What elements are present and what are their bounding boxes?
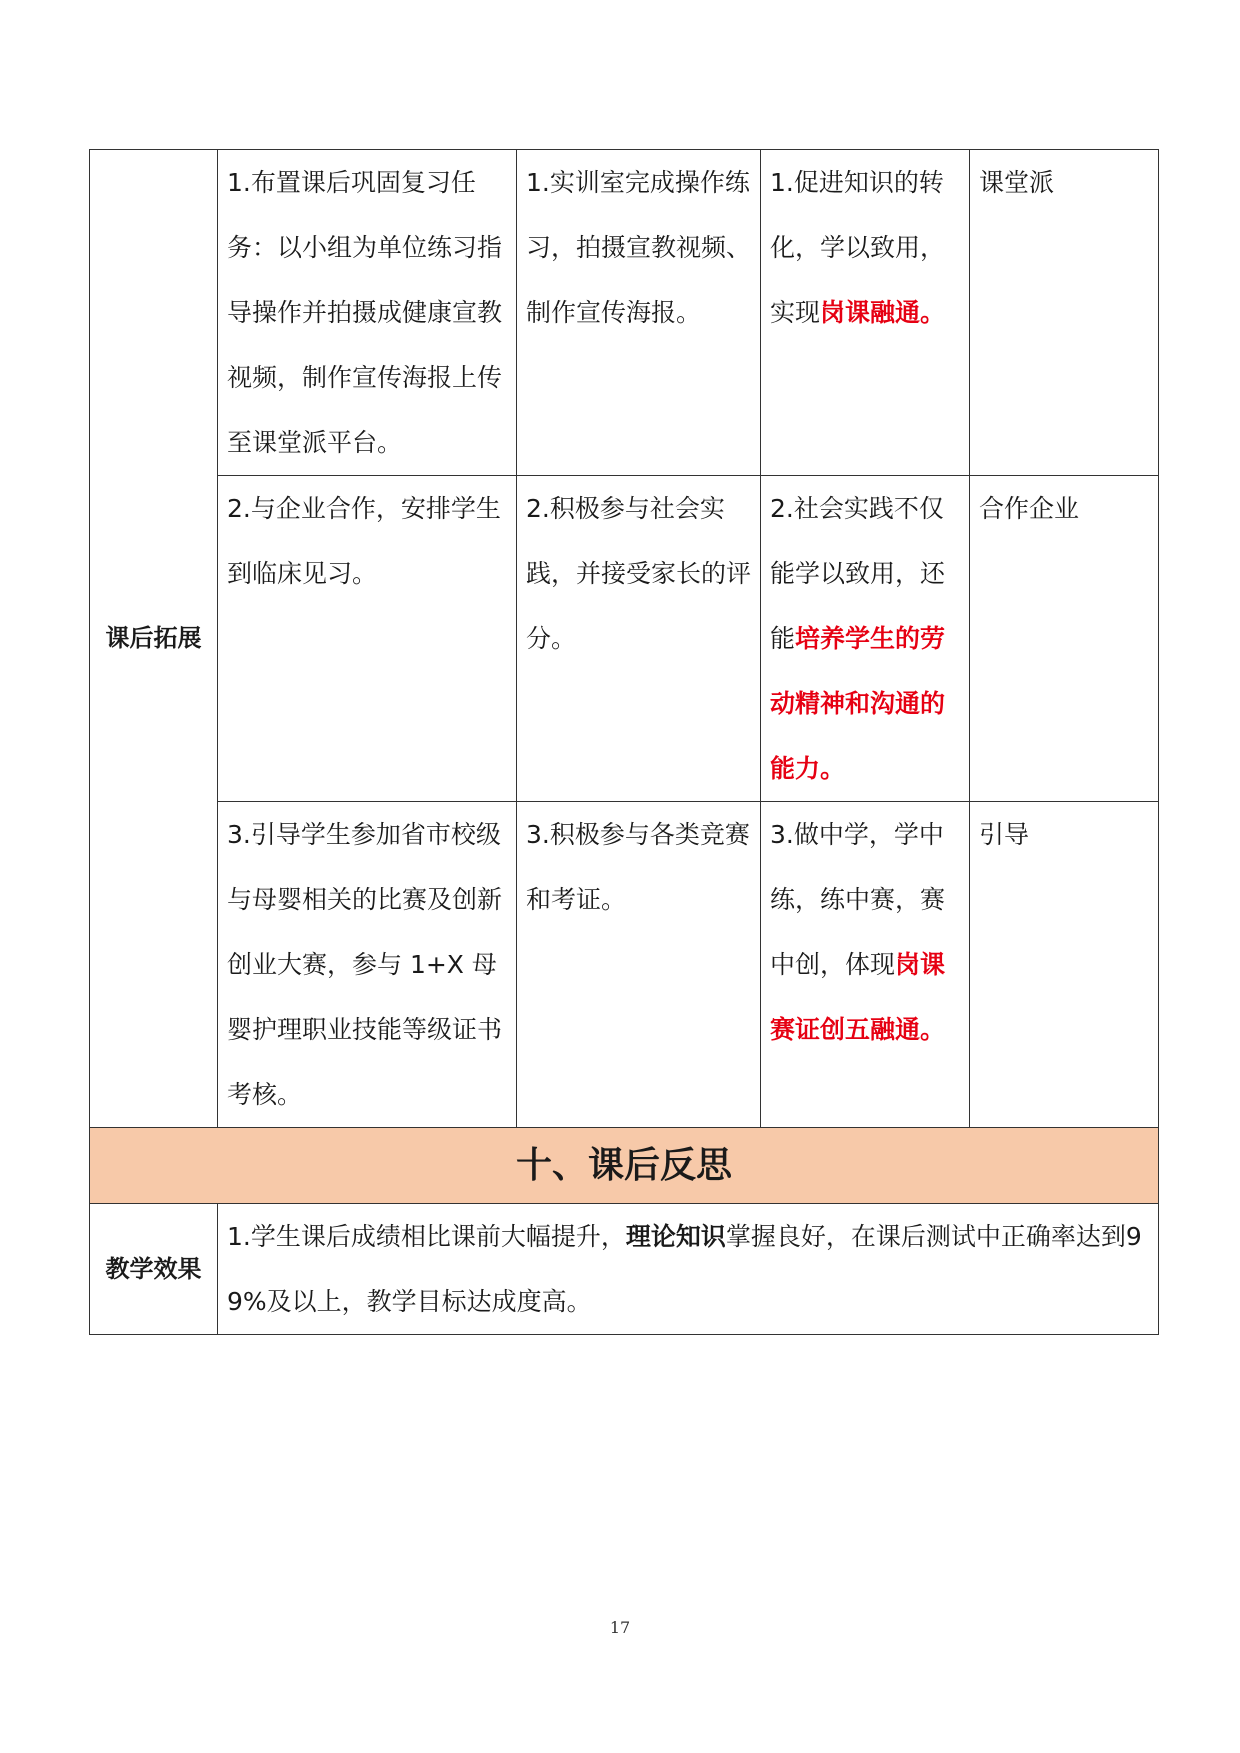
resource-2: 合作企业 [970, 476, 1159, 802]
design-intent-2-text: 2.社会实践不仅能学以致用，还能 [770, 494, 946, 653]
extension-row-1 [90, 150, 1159, 476]
teacher-activity-1: 1.布置课后巩固复习任务：以小组为单位练习指导操作并拍摄成健康宣教视频，制作宣传海报上传至课堂派平台。 [218, 150, 517, 476]
student-activity-2: 2.积极参与社会实践，并接受家长的评分。 [517, 476, 761, 802]
teacher-activity-3: 3.引导学生参加省市校级与母婴相关的比赛及创新创业大赛，参与 1+X 母婴护理职业技能等级证书考核。 [218, 802, 517, 1128]
section-title: 十、课后反思 [90, 1128, 1159, 1204]
design-intent-1 [761, 150, 970, 476]
resource-3: 引导 [970, 802, 1159, 1128]
design-intent-2-highlight: 培养学生的劳动精神和沟通的能力。 [770, 624, 946, 783]
teaching-effect-content [218, 1204, 1159, 1335]
student-activity-1: 1.实训室完成操作练习，拍摄宣教视频、制作宣传海报。 [517, 150, 761, 476]
teaching-effect-row [90, 1204, 1159, 1335]
teaching-effect-text-start: 1.学生课后成绩相比课前大幅提升， [227, 1222, 626, 1251]
lesson-plan-table [89, 149, 1159, 1335]
design-intent-3 [761, 802, 970, 1128]
page-number: 17 [609, 1618, 631, 1637]
section-header-row [90, 1128, 1159, 1204]
extension-row-2 [90, 476, 1159, 802]
extension-row-3 [90, 802, 1159, 1128]
teaching-effect-bold: 理论知识 [625, 1222, 726, 1251]
design-intent-3-highlight: 岗课赛证创五融通。 [770, 950, 946, 1044]
design-intent-2 [761, 476, 970, 802]
teaching-effect-text-end: 掌握良好，在课后测试中正确率达到99%及以上，教学目标达成度高。 [227, 1222, 1142, 1316]
teaching-effect-label: 教学效果 [90, 1204, 218, 1335]
design-intent-1-text: 1.促进知识的转化，学以致用，实现 [770, 168, 946, 327]
teacher-activity-2: 2.与企业合作，安排学生到临床见习。 [218, 476, 517, 802]
resource-1: 课堂派 [970, 150, 1159, 476]
design-intent-1-highlight: 岗课融通。 [820, 298, 946, 327]
design-intent-3-text: 3.做中学，学中练，练中赛，赛中创，体现 [770, 820, 946, 979]
student-activity-3: 3.积极参与各类竞赛和考证。 [517, 802, 761, 1128]
extension-label: 课后拓展 [90, 150, 218, 1128]
